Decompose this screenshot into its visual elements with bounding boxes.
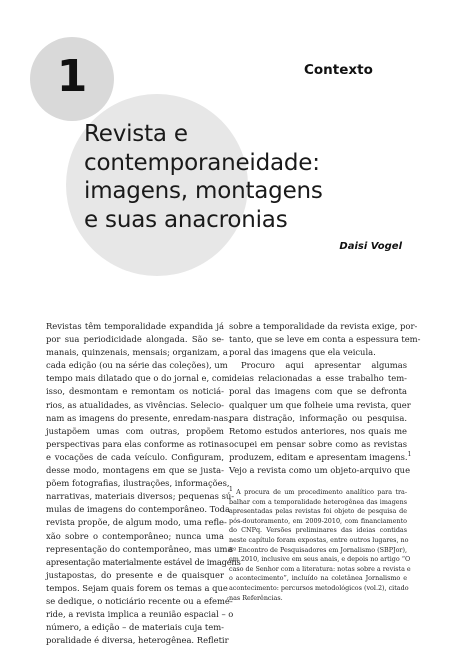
text-line: poral das imagens que ela veicula. — [229, 347, 376, 358]
text-line: isso, desmontam e remontam os noticiá- — [46, 386, 224, 397]
text-line: cada edição (ou na série das coleções), um — [46, 360, 228, 371]
body-column-right — [229, 320, 421, 477]
text-line: mulas de imagens do contemporâneo. Toda — [46, 504, 230, 515]
text-line: revista propõe, de algum modo, uma refle- — [46, 517, 227, 528]
title-line: contemporaneidade: — [84, 149, 320, 176]
text-line: e vocações de cada veículo. Configuram, — [46, 451, 224, 462]
text-line — [229, 451, 412, 464]
text-line: se dedique, o noticiário recente ou a efemé- — [46, 595, 233, 606]
footnote-marker: 1 — [229, 485, 233, 493]
text-line: tanto, que se leve em conta a espessura tem- — [229, 334, 421, 345]
text-line: Procuro aqui apresentar algumas — [241, 360, 407, 371]
footnote-line: em 2010, inclusive em seus anais, e depois no artigo “O — [229, 555, 411, 564]
footnote-line: do CNPq. Versões preliminares das ideias contidas — [229, 526, 407, 535]
title-line: imagens, montagens — [84, 178, 323, 204]
footnote-line: apresentadas pelas revistas foi objeto de pesquisa de — [229, 507, 407, 516]
footnote-line — [229, 485, 407, 498]
text-line: Revistas têm temporalidade expandida já — [46, 321, 224, 331]
footnote-reference[interactable]: 1 — [407, 451, 412, 459]
footnote — [229, 485, 411, 603]
text-line: poralidade é diversa, heterogênea. Refletir — [46, 635, 229, 646]
chapter-number-badge — [30, 37, 114, 121]
text-line: tempos. Sejam quais forem os temas a que — [46, 582, 228, 593]
text-line: xão sobre o contemporâneo; nunca uma — [46, 530, 224, 541]
footnote-line: 8º Encontro de Pesquisadores em Jornalismo (SBPJor), — [229, 545, 407, 554]
text-line: representação do contemporâneo, mas uma — [46, 543, 233, 554]
footnote-line: acontecimento: percursos metodológicos (vol.2), citado — [229, 583, 409, 592]
chapter-number: 1 — [56, 51, 88, 102]
body-column-left — [46, 320, 241, 647]
text-line: narrativas, materiais diversos; pequenas sú- — [46, 491, 235, 502]
text-line: para distração, informação ou pesquisa. — [229, 412, 407, 423]
text-line: desse modo, montagens em que se justa- — [46, 465, 224, 476]
text-line: justapõem umas com outras, propõem — [46, 425, 224, 436]
text-line: põem fotografias, ilustrações, informações, — [46, 478, 230, 489]
title-line: e suas anacronias — [84, 206, 288, 233]
text-line: número, a edição – de materiais cuja tem- — [46, 622, 224, 633]
text-line: rios, as atualidades, as vivências. Selecio- — [46, 399, 224, 410]
text-line: Retomo estudos anteriores, nos quais me — [229, 425, 407, 436]
footnote-line: neste capítulo foram expostas, entre outros lugares, no — [229, 535, 409, 544]
text-line: ideias relacionadas a esse trabalho tem- — [229, 373, 407, 384]
text-span: produzem, editam e apresentam imagens. — [229, 451, 408, 462]
text-span: A procura de um procedimento analítico para tra- — [232, 488, 407, 496]
text-line: manais, quinzenais, mensais; organizam, a — [46, 347, 228, 358]
author-name: Daisi Vogel — [339, 241, 402, 252]
text-line: Vejo a revista como um objeto-arquivo que — [229, 465, 411, 476]
footnote-line: pós-doutoramento, em 2009-2010, com financiamento — [229, 516, 407, 525]
footnote-line: nas Referências. — [229, 593, 283, 602]
footnote-line: balhar com a temporalidade heterogênea das imagens — [229, 497, 407, 506]
text-line: justapostas, do presente e de quaisquer — [46, 569, 224, 580]
text-line: poral das imagens com que se defronta — [229, 386, 407, 397]
text-line: apresentação materialmente estável de imagens — [46, 556, 241, 567]
text-line: perspectivas para elas conforme as rotinas — [46, 438, 229, 449]
chapter-title — [84, 120, 454, 234]
footnote-line: caso de Senhor com a literatura: notas sobre a revista e — [229, 564, 411, 573]
footnote-line: o acontecimento”, incluído na coletânea Jornalismo e — [229, 574, 407, 583]
text-line: sobre a temporalidade da revista exige, por- — [229, 321, 418, 331]
text-line: tempo mais dilatado que o do jornal e, com — [46, 373, 230, 384]
text-line: qualquer um que folheie uma revista, quer — [229, 399, 411, 410]
title-line: Revista e — [84, 121, 188, 147]
text-line: ride, a revista implica a reunião espacial – o — [46, 609, 234, 620]
text-line: nam as imagens do presente, enredam-nas, — [46, 412, 231, 423]
section-label: Contexto — [304, 62, 373, 78]
text-line: por sua periodicidade alongada. São se- — [46, 334, 224, 345]
text-line: ocupei em pensar sobre como as revistas — [229, 438, 407, 449]
